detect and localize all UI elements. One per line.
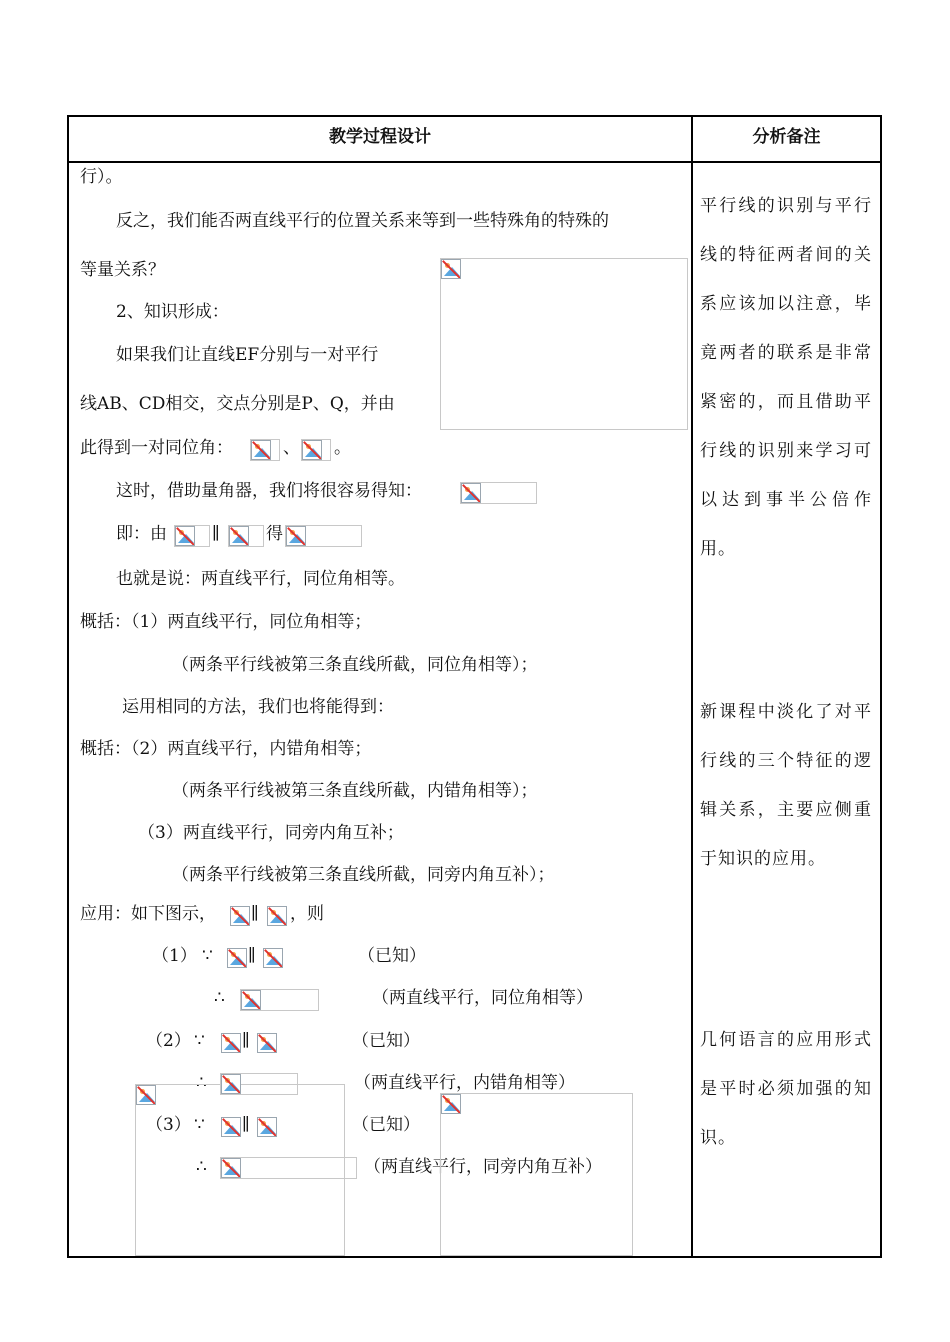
step-number: （2） [146,1031,191,1051]
broken-image-icon [229,526,249,546]
text-line: 、 [283,438,300,458]
parallel-symbol: ∥ [242,1031,250,1051]
broken-image-icon [221,1158,241,1178]
reason-text: （两直线平行，同位角相等） [372,988,593,1008]
figure-frame [440,1093,633,1256]
text-line: 等量关系？ [80,260,165,280]
because-symbol: ∵ [194,1031,205,1051]
text-line: （3）两直线平行，同旁内角互补； [138,823,404,843]
broken-image-icon [175,526,195,546]
column-divider [691,117,693,1256]
text-line: 2、知识形成： [116,302,229,322]
broken-image-icon [251,440,271,460]
parallel-symbol: ∥ [248,946,256,966]
reason-text: （两直线平行，同旁内角互补） [364,1157,602,1177]
header-teaching-process: 教学过程设计 [329,127,431,147]
text-line: 线AB、CD相交，交点分别是P、Q，并由 [80,394,395,414]
broken-image-icon [286,526,306,546]
broken-image-icon [441,259,461,279]
broken-image-icon [302,440,322,460]
broken-image-icon [441,1094,461,1114]
text-line: 应用：如下图示， [80,904,216,924]
analysis-note-1: 平行线的识别与平行线的特征两者间的关系应该加以注意，毕竟两者的联系是非常紧密的，而且借助平行线的识别来学习可以达到事半公倍作用。 [700,196,872,559]
text-line: 如果我们让直线EF分别与一对平行 [116,345,379,365]
step-number: （1） [152,946,197,966]
therefore-symbol: ∴ [196,1157,207,1177]
text-line: 运用相同的方法，我们也将能得到： [122,697,394,717]
reason-text: （已知） [358,946,426,966]
broken-image-icon [221,1074,241,1094]
analysis-note-2: 新课程中淡化了对平行线的三个特征的逻辑关系，主要应侧重于知识的应用。 [700,702,872,869]
broken-image-icon [227,948,247,968]
text-line: 行）。 [80,167,123,187]
text-line: （两条平行线被第三条直线所截，同位角相等）； [172,655,538,675]
parallel-symbol: ∥ [242,1115,250,1135]
reason-text: （已知） [352,1115,420,1135]
broken-image-icon [241,990,261,1010]
text-line: 概括：（2）两直线平行，内错角相等； [80,739,372,759]
parallel-symbol: ∥ [212,524,220,544]
broken-image-icon [257,1033,277,1053]
text-line: 即：由 [116,524,167,544]
broken-image-icon [263,948,283,968]
because-symbol: ∵ [194,1115,205,1135]
text-line: 概括：（1）两直线平行，同位角相等； [80,612,372,632]
text-line: 反之，我们能否两直线平行的位置关系来等到一些特殊角的特殊的 [116,211,609,231]
header-divider [69,161,880,163]
broken-image-icon [267,906,287,926]
figure-frame [440,258,688,430]
text-line: 。 [334,438,351,458]
broken-image-icon [221,1033,241,1053]
header-analysis-notes: 分析备注 [752,127,821,147]
because-symbol: ∵ [202,946,213,966]
text-line: ，则 [290,904,324,924]
broken-image-icon [136,1085,156,1105]
therefore-symbol: ∴ [214,988,225,1008]
text-line: 也就是说：两直线平行，同位角相等。 [116,569,405,589]
step-number: （3） [146,1115,191,1135]
text-line: （两条平行线被第三条直线所截，内错角相等）； [172,781,538,801]
text-line: 此得到一对同位角： [80,438,233,458]
broken-image-icon [230,906,250,926]
text-line: （两条平行线被第三条直线所截，同旁内角互补）； [172,865,555,885]
text-line: 得 [266,524,283,544]
parallel-symbol: ∥ [251,904,259,924]
broken-image-icon [461,483,481,503]
reason-text: （已知） [352,1031,420,1051]
reason-text: （两直线平行，内错角相等） [354,1073,575,1093]
broken-image-icon [221,1117,241,1137]
broken-image-icon [257,1117,277,1137]
therefore-symbol: ∴ [196,1073,207,1093]
analysis-note-3: 几何语言的应用形式是平时必须加强的知识。 [700,1030,872,1148]
text-line: 这时，借助量角器，我们将很容易得知： [116,481,422,501]
